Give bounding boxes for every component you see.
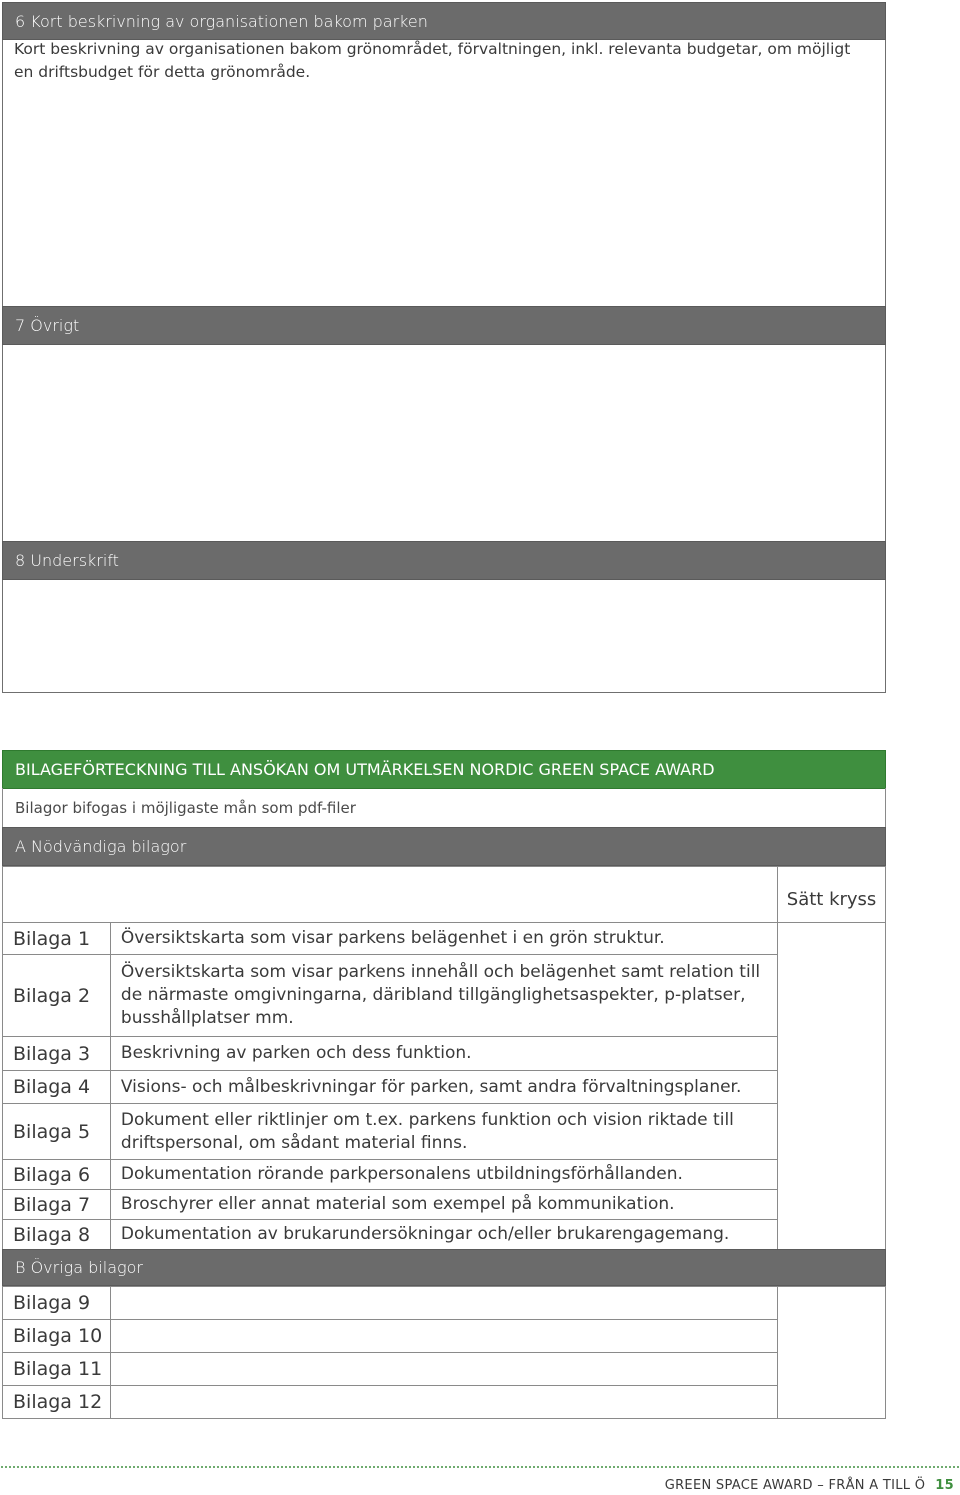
appendix-subtitle: Bilagor bifogas i möjligaste mån som pdf-filer [2, 788, 886, 828]
appendix-description: Visions- och målbeskrivningar för parken, samt andra förvaltningsplaner. [110, 1071, 777, 1104]
appendix-description: Översiktskarta som visar parkens innehåll och belägenhet samt relation till de närmaste omgivningarna, däribland tillgänglighetsaspekter, p-platser, busshållplatser mm. [110, 955, 777, 1037]
appendix-label: Bilaga 9 [3, 1287, 111, 1320]
appendix-description: Dokumentation rörande parkpersonalens utbildningsförhållanden. [110, 1160, 777, 1190]
table-row [3, 1353, 886, 1386]
section-7-header: 7 Övrigt [2, 306, 886, 345]
appendix-title: BILAGEFÖRTECKNING TILL ANSÖKAN OM UTMÄRKELSEN NORDIC GREEN SPACE AWARD [2, 750, 886, 789]
table-row [3, 955, 886, 1037]
table-row [3, 923, 886, 955]
appendix-description: Beskrivning av parken och dess funktion. [110, 1037, 777, 1071]
table-row [3, 1104, 886, 1160]
appendix-label: Bilaga 5 [3, 1104, 111, 1160]
table-row [3, 1220, 886, 1250]
appendix-description-field[interactable] [110, 1287, 777, 1320]
appendix-label: Bilaga 11 [3, 1353, 111, 1386]
appendix-label: Bilaga 10 [3, 1320, 111, 1353]
appendix-description-field[interactable] [110, 1386, 777, 1419]
appendix-description: Dokumentation av brukarundersökningar och/eller brukarengagemang. [110, 1220, 777, 1250]
table-row [3, 1037, 886, 1071]
other-appendices-table [2, 1286, 886, 1419]
table-row [3, 1386, 886, 1419]
appendix-label: Bilaga 1 [3, 923, 111, 955]
appendix-description: Dokument eller riktlinjer om t.ex. parkens funktion och vision riktade till driftspersonal, om sådant material finns. [110, 1104, 777, 1160]
appendix-description: Broschyrer eller annat material som exempel på kommunikation. [110, 1190, 777, 1220]
table-row [3, 1320, 886, 1353]
page-number: 15 [935, 1478, 954, 1493]
appendix-label: Bilaga 12 [3, 1386, 111, 1419]
appendix-label: Bilaga 6 [3, 1160, 111, 1190]
group-a-header: A Nödvändiga bilagor [2, 827, 886, 866]
section-6-description: Kort beskrivning av organisationen bakom grönområdet, förvaltningen, inkl. relevanta budgetar, om möjligt en driftsbudget för detta grönområde. [14, 40, 851, 81]
table-row [3, 1160, 886, 1190]
appendix-description: Översiktskarta som visar parkens belägenhet i en grön struktur. [110, 923, 777, 955]
table-row [3, 1190, 886, 1220]
table-row [3, 1287, 886, 1320]
header-spacer [3, 867, 778, 923]
section-8-header: 8 Underskrift [2, 541, 886, 580]
section-6-header: 6 Kort beskrivning av organisationen bakom parken [2, 2, 886, 40]
footer-divider [0, 1466, 960, 1468]
appendix-label: Bilaga 2 [3, 955, 111, 1037]
appendix-label: Bilaga 3 [3, 1037, 111, 1071]
appendix-description-field[interactable] [110, 1353, 777, 1386]
appendix-label: Bilaga 7 [3, 1190, 111, 1220]
group-b-header: B Övriga bilagor [2, 1249, 886, 1286]
table-header-row [3, 867, 886, 923]
page-footer [665, 1478, 954, 1493]
check-column[interactable] [778, 923, 886, 1250]
table-row [3, 1071, 886, 1104]
appendix-description-field[interactable] [110, 1320, 777, 1353]
appendix-label: Bilaga 4 [3, 1071, 111, 1104]
check-column[interactable] [778, 1287, 886, 1419]
footer-title: GREEN SPACE AWARD – FRÅN A TILL Ö [664, 1478, 926, 1493]
appendix-label: Bilaga 8 [3, 1220, 111, 1250]
required-appendices-table [2, 866, 886, 1250]
check-column-header: Sätt kryss [778, 867, 886, 923]
